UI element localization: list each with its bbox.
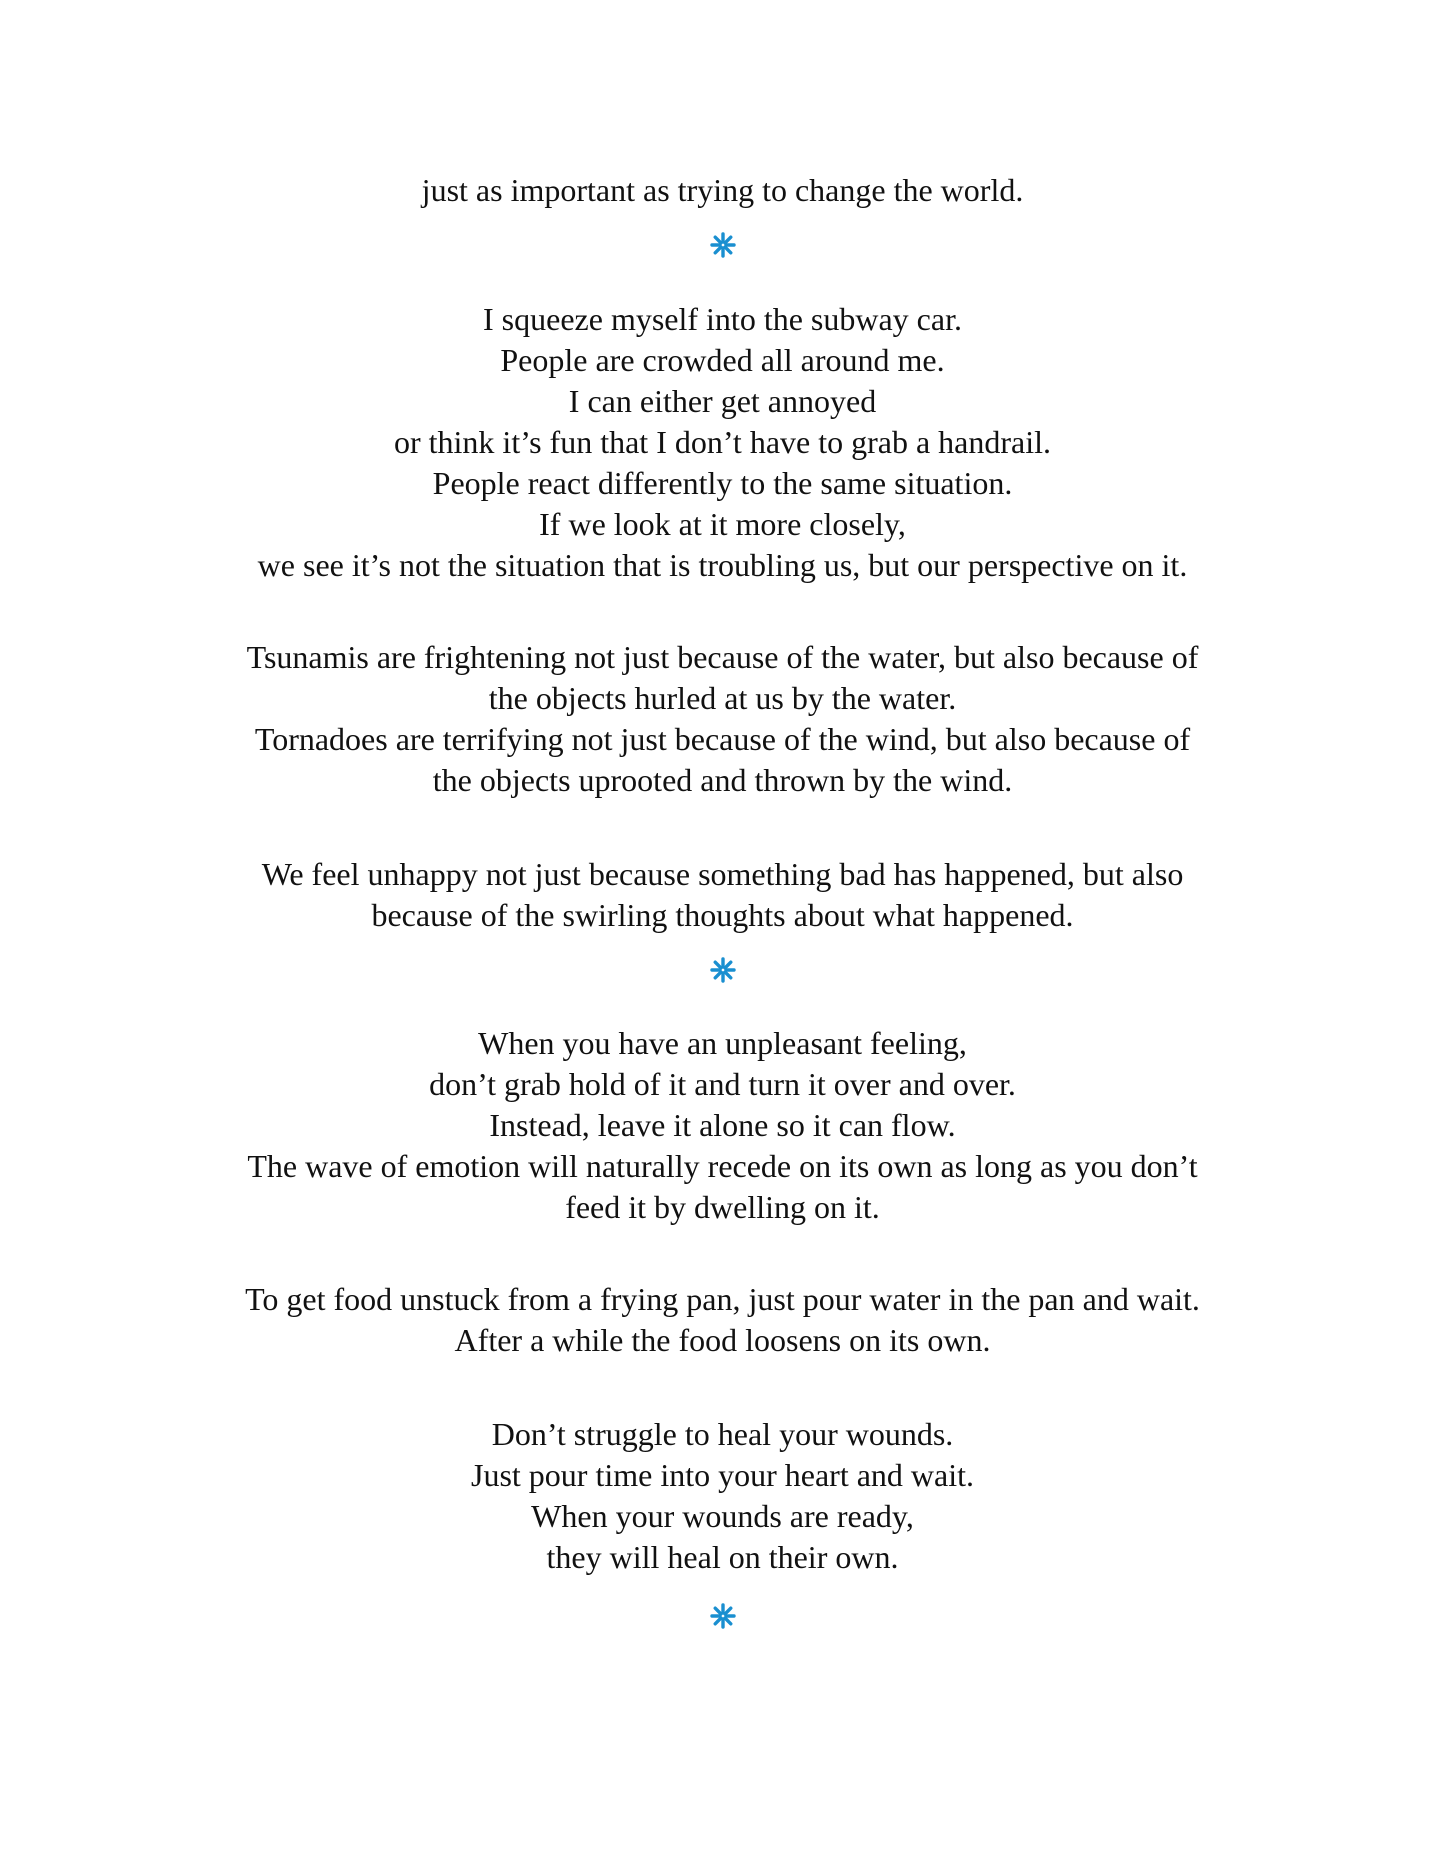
text-line: just as important as trying to change the world. — [421, 172, 1024, 208]
ornament-petal — [725, 1618, 731, 1624]
text-line: Don’t struggle to heal your wounds. — [491, 1416, 954, 1452]
text-line: We feel unhappy not just because something bad has happened, but also — [261, 856, 1184, 892]
ornament-petal — [725, 247, 731, 253]
asterisk-flower-icon — [708, 955, 738, 985]
ornament-petal — [715, 972, 721, 978]
feeling-paragraph — [150, 1023, 1295, 1228]
ornament-petal — [725, 1608, 731, 1614]
ornament-petal — [725, 962, 731, 968]
ornament-petal — [715, 1608, 721, 1614]
ornament-petal — [715, 237, 721, 243]
asterisk-flower-icon — [708, 230, 738, 260]
frying-pan-paragraph — [150, 1279, 1295, 1361]
ornament-petal — [715, 247, 721, 253]
section-divider-2 — [0, 955, 1445, 995]
section-divider-1 — [0, 230, 1445, 270]
text-line: Instead, leave it alone so it can flow. — [489, 1107, 956, 1143]
ornament-petal — [725, 972, 731, 978]
text-line: Just pour time into your heart and wait. — [470, 1457, 974, 1493]
text-line: they will heal on their own. — [546, 1539, 899, 1575]
text-line: we see it’s not the situation that is troubling us, but our perspective on it. — [257, 547, 1188, 583]
text-line: don’t grab hold of it and turn it over and over. — [429, 1066, 1016, 1102]
asterisk-flower-icon — [708, 1601, 738, 1631]
text-line: Tornadoes are terrifying not just because of the wind, but also because of — [254, 721, 1191, 757]
subway-paragraph — [150, 299, 1295, 586]
text-line: feed it by dwelling on it. — [565, 1189, 880, 1225]
section-divider-3 — [0, 1601, 1445, 1641]
ornament-petal — [725, 237, 731, 243]
text-line: the objects hurled at us by the water. — [488, 680, 957, 716]
text-line: People react differently to the same situation. — [432, 465, 1013, 501]
text-line: the objects uprooted and thrown by the wind. — [432, 762, 1013, 798]
text-line: People are crowded all around me. — [500, 342, 945, 378]
text-line: When your wounds are ready, — [531, 1498, 914, 1534]
text-line: If we look at it more closely, — [539, 506, 906, 542]
wounds-paragraph — [150, 1414, 1295, 1578]
text-line: Tsunamis are frightening not just because of the water, but also because of — [246, 639, 1199, 675]
disasters-paragraph — [150, 637, 1295, 801]
text-line: or think it’s fun that I don’t have to grab a handrail. — [393, 424, 1052, 460]
opening-paragraph — [150, 170, 1295, 211]
text-line: When you have an unpleasant feeling, — [478, 1025, 967, 1061]
unhappy-paragraph — [150, 854, 1295, 936]
text-line: I can either get annoyed — [568, 383, 877, 419]
ornament-petal — [715, 962, 721, 968]
text-line: After a while the food loosens on its own. — [454, 1322, 991, 1358]
text-line: because of the swirling thoughts about what happened. — [371, 897, 1074, 933]
text-line: The wave of emotion will naturally recede on its own as long as you don’t — [247, 1148, 1198, 1184]
text-line: To get food unstuck from a frying pan, just pour water in the pan and wait. — [245, 1281, 1200, 1317]
ornament-petal — [715, 1618, 721, 1624]
text-line: I squeeze myself into the subway car. — [483, 301, 962, 337]
